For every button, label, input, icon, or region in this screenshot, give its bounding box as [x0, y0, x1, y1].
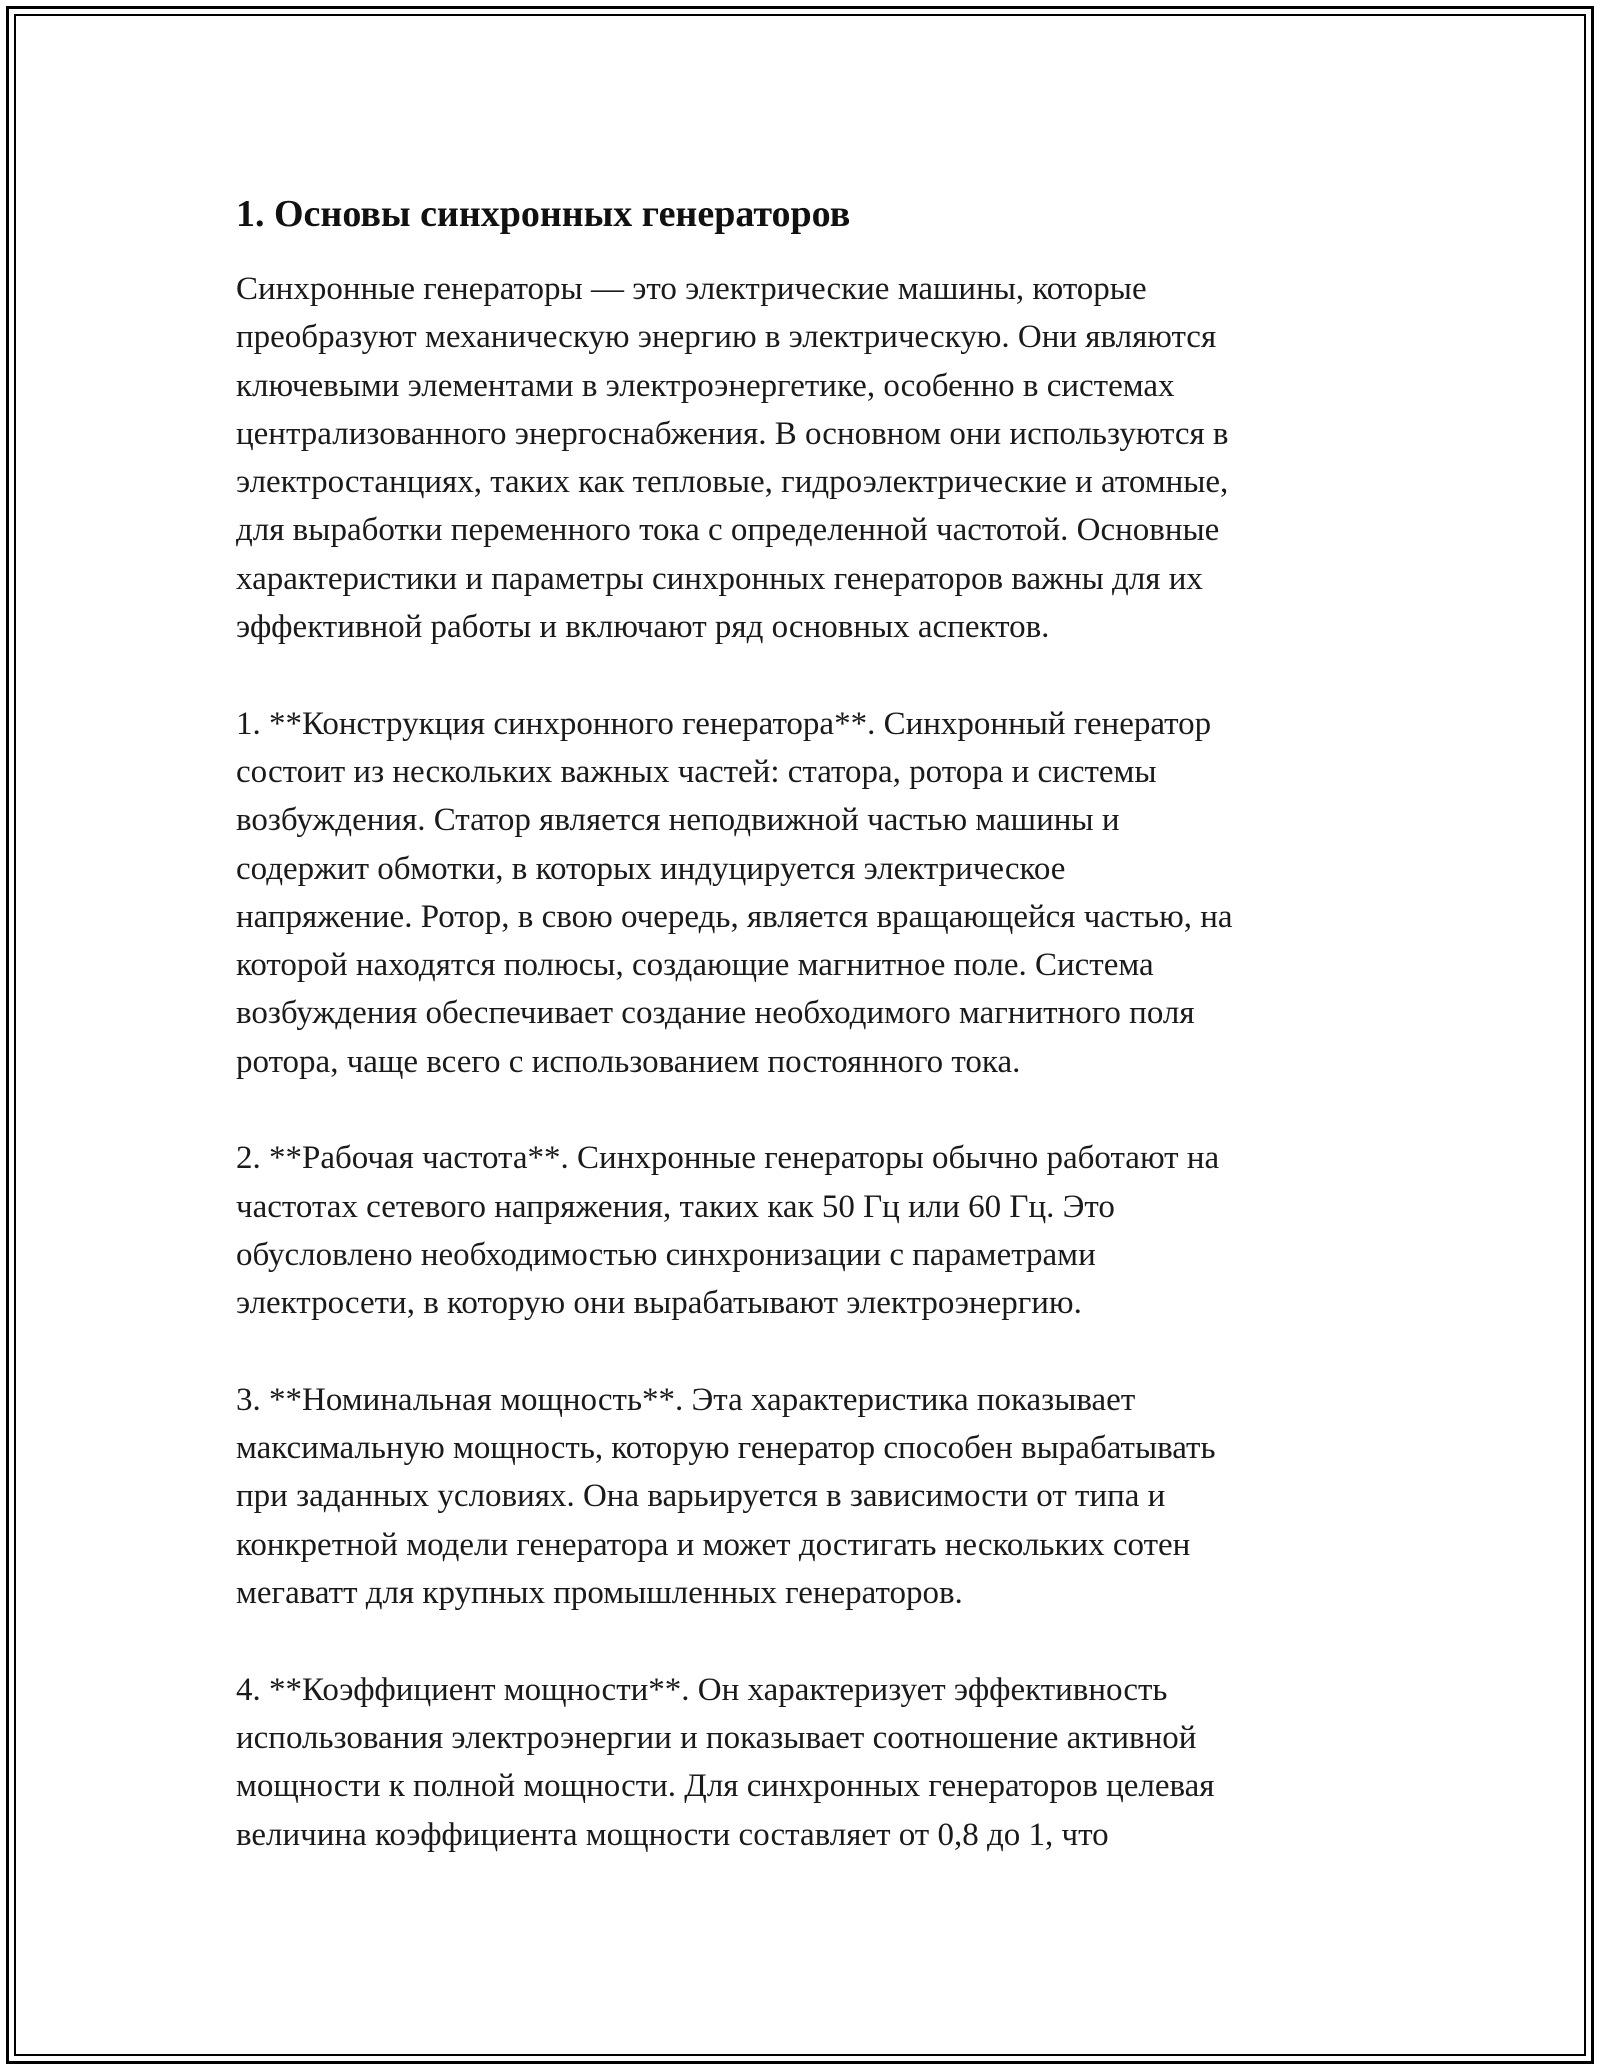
paragraph-rated-power: [236, 1376, 1366, 1617]
text-line: для выработки переменного тока с определенной частотой. Основные: [236, 512, 1220, 549]
text-line: электросети, в которую они вырабатывают электроэнергию.: [236, 1285, 1082, 1322]
text-line: использования электроэнергии и показывает соотношение активной: [236, 1719, 1197, 1756]
text-line: мощности к полной мощности. Для синхронных генераторов целевая: [236, 1768, 1215, 1805]
text-line: при заданных условиях. Она варьируется в зависимости от типа и: [236, 1478, 1166, 1515]
text-line: 2. **Рабочая частота**. Синхронные генераторы обычно работают на: [236, 1140, 1220, 1177]
paragraph-intro: [236, 265, 1366, 651]
text-line: конкретной модели генератора и может достигать нескольких сотен: [236, 1526, 1191, 1563]
text-line: 3. **Номинальная мощность**. Эта характеристика показывает: [236, 1381, 1136, 1418]
text-line: ключевыми элементами в электроэнергетике, особенно в системах: [236, 367, 1175, 404]
section-heading: 1. Основы синхронных генераторов: [236, 193, 851, 235]
text-line: мегаватт для крупных промышленных генераторов.: [236, 1575, 963, 1612]
text-line: электростанциях, таких как тепловые, гидроэлектрические и атомные,: [236, 464, 1229, 501]
text-line: возбуждения. Статор является неподвижной частью машины и: [236, 802, 1120, 839]
text-line: Синхронные генераторы — это электрические машины, которые: [236, 271, 1147, 307]
text-line: максимальную мощность, которую генератор способен вырабатывать: [236, 1430, 1216, 1467]
text-line: характеристики и параметры синхронных генераторов важны для их: [236, 560, 1203, 597]
text-line: состоит из нескольких важных частей: статора, ротора и системы: [236, 753, 1157, 790]
text-line: централизованного энергоснабжения. В основном они используются в: [236, 415, 1229, 452]
text-line: ротора, чаще всего с использованием постоянного тока.: [236, 1043, 1021, 1080]
paragraph-power-factor: [236, 1666, 1366, 1859]
text-line: преобразуют механическую энергию в электрическую. Они являются: [236, 319, 1217, 356]
text-line: частотах сетевого напряжения, таких как 50 Гц или 60 Гц. Это: [236, 1188, 1115, 1225]
text-line: эффективной работы и включают ряд основных аспектов.: [236, 609, 1050, 646]
text-line: 4. **Коэффициент мощности**. Он характеризует эффективность: [236, 1671, 1168, 1708]
text-line: 1. **Конструкция синхронного генератора**. Синхронный генератор: [236, 705, 1212, 742]
document-body: [236, 183, 1366, 1859]
text-line: которой находятся полюсы, создающие магнитное поле. Система: [236, 947, 1154, 984]
text-line: возбуждения обеспечивает создание необходимого магнитного поля: [236, 995, 1195, 1032]
text-line: напряжение. Ротор, в свою очередь, является вращающейся частью, на: [236, 898, 1233, 935]
paragraph-frequency: [236, 1134, 1366, 1327]
text-line: величина коэффициента мощности составляет от 0,8 до 1, что: [236, 1816, 1109, 1853]
text-line: содержит обмотки, в которых индуцируется электрическое: [236, 850, 1066, 887]
paragraph-construction: [236, 700, 1366, 1086]
text-line: обусловлено необходимостью синхронизации с параметрами: [236, 1236, 1096, 1273]
